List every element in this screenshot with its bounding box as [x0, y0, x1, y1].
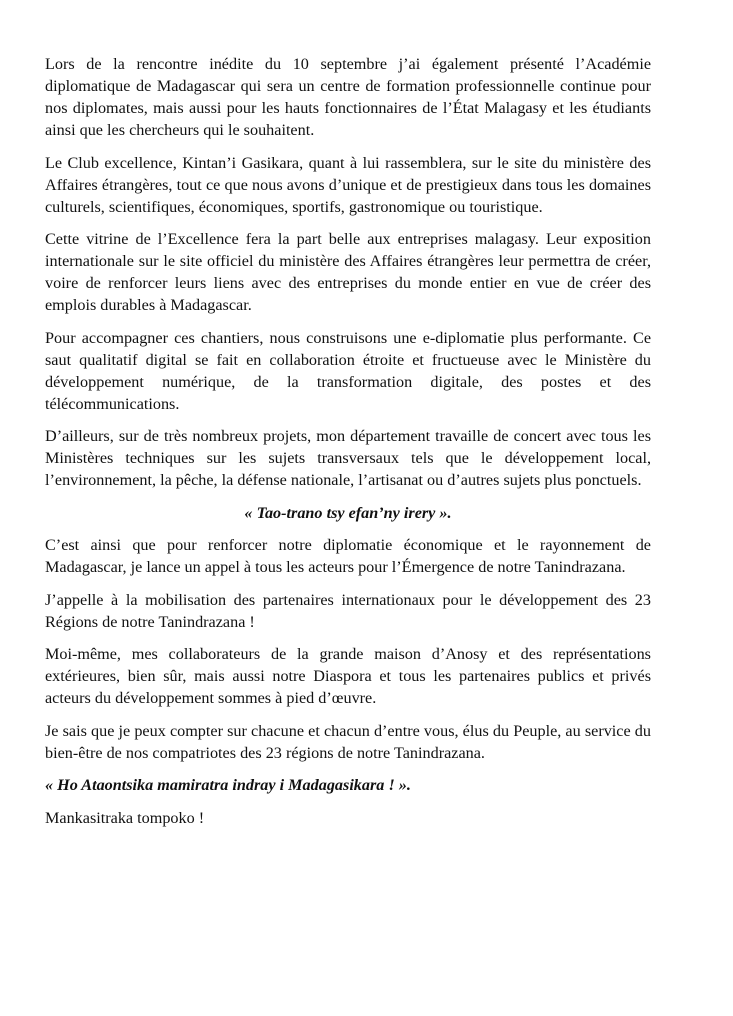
- paragraph-club-excellence: Le Club excellence, Kintan’i Gasikara, quant à lui rassemblera, sur le site du ministère des Affaires étrangères, tout ce que nous avons d’unique et de prestigieux dans tous les domaines culturels, scientifiques, économiques, sportifs, gastronomique ou touristique.: [45, 153, 651, 216]
- paragraph-compter: Je sais que je peux compter sur chacune et chacun d’entre vous, élus du Peuple, au service du bien-être de nos compatriotes des 23 régions de notre Tanindrazana.: [45, 721, 651, 762]
- paragraph-collaborateurs: Moi-même, mes collaborateurs de la grande maison d’Anosy et des représentations extérieures, bien sûr, mais aussi notre Diaspora et tous les partenaires publics et privés acteurs du développement sommes à pied d’œuvre.: [45, 645, 651, 707]
- document-page: [45, 53, 651, 829]
- paragraph-projets: D’ailleurs, sur de très nombreux projets, mon département travaille de concert avec tous les Ministères techniques sur les sujets transversaux tels que le développement local, l’environnement, la pêche, la défense nationale, l’artisanat ou d’autres sujets plus ponctuels.: [45, 427, 651, 489]
- paragraph-vitrine: Cette vitrine de l’Excellence fera la part belle aux entreprises malagasy. Leur exposition internationale sur le site officiel du ministère des Affaires étrangères leur permettra de créer, voire de renforcer leurs liens avec des entreprises du monde entier en vue de créer des emplois durables à Madagascar.: [45, 230, 651, 314]
- quote-tao-trano: « Tao-trano tsy efan’ny irery ».: [244, 503, 452, 522]
- paragraph-mobilisation: J’appelle à la mobilisation des partenaires internationaux pour le développement des 23 Régions de notre Tanindrazana !: [45, 590, 651, 631]
- paragraph-academie: Lors de la rencontre inédite du 10 septembre j’ai également présenté l’Académie diplomatique de Madagascar qui sera un centre de formation professionnelle continue pour nos diplomates, mais aussi pour les hauts fonctionnaires de l’État Malagasy et les étudiants ainsi que les chercheurs qui le souhaitent.: [45, 55, 651, 139]
- paragraph-e-diplomatie: Pour accompagner ces chantiers, nous construisons une e-diplomatie plus performante. Ce saut qualitatif digital se fait en collaboration étroite et fructueuse avec le Ministère du développement numérique, de la transformation digitale, des postes et des télécommunications.: [45, 328, 651, 413]
- paragraph-appel: C’est ainsi que pour renforcer notre diplomatie économique et le rayonnement de Madagascar, je lance un appel à tous les acteurs pour l’Émergence de notre Tanindrazana.: [45, 536, 651, 576]
- closing-remark: Mankasitraka tompoko !: [45, 808, 205, 827]
- quote-madagasikara: « Ho Ataontsika mamiratra indray i Madagasikara ! ».: [45, 776, 411, 794]
